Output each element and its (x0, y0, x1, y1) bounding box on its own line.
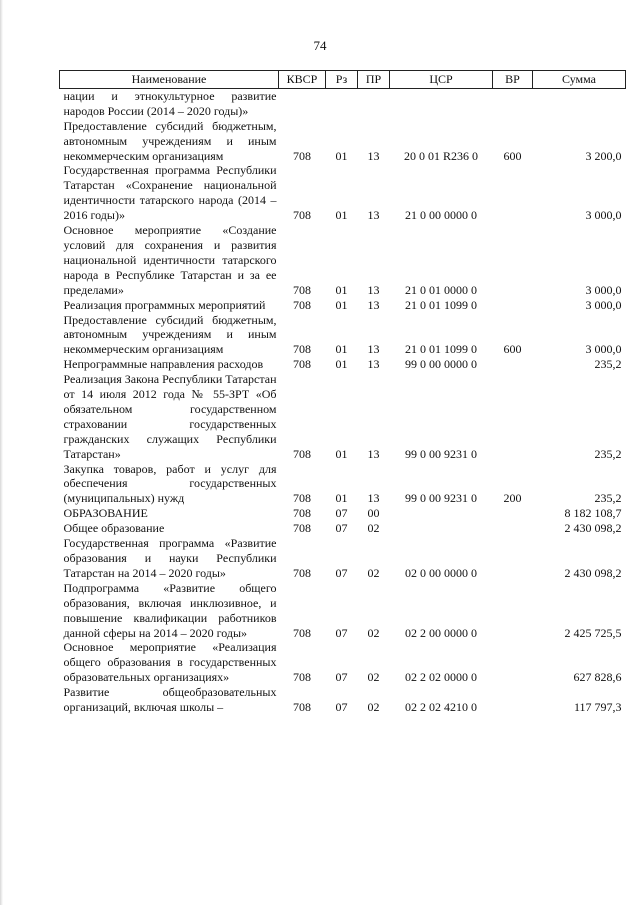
cell-vr (493, 372, 533, 461)
cell-name: ОБРАЗОВАНИЕ (63, 506, 148, 521)
cell-sum: 8 182 108,7 (564, 506, 622, 521)
cell-pr: 02 (367, 670, 380, 685)
cell-pr: 13 (367, 148, 380, 163)
cell-sum: 3 000,0 (585, 297, 622, 312)
cell-rz: 07 (335, 625, 348, 640)
cell-rz: 01 (335, 148, 348, 163)
cell-rz: 07 (335, 521, 348, 536)
cell-kvsr: 708 (293, 700, 311, 715)
cell-kvsr: 708 (293, 565, 311, 580)
cell-pr: 00 (367, 506, 380, 521)
cell-name: нации и этнокультурное развитие народов России (2014 – 2020 годы)» (63, 88, 277, 118)
cell-rz: 01 (335, 446, 348, 461)
cell-pr: 13 (367, 208, 380, 223)
cell-name: Общее образование (63, 521, 165, 536)
cell-vr (493, 163, 533, 223)
cell-sum: 3 000,0 (585, 342, 622, 357)
cell-name: Реализация Закона Республики Татарстан от 14 июля 2012 года № 55-ЗРТ «Об обязательном государственном страховании государственных гражданских служащих Республики Татарстан» (63, 372, 277, 461)
cell-name: Основное мероприятие «Реализация общего образования в государственных образовательных организациях» (63, 640, 277, 685)
cell-rz: 01 (335, 357, 348, 372)
cell-pr: 02 (367, 521, 380, 536)
cell-csr: 21 0 00 0000 0 (405, 208, 477, 223)
cell-vr (493, 640, 533, 685)
cell-vr: 200 (503, 491, 522, 506)
cell-vr (493, 581, 533, 641)
cell-csr (390, 506, 493, 521)
cell-kvsr: 708 (293, 521, 311, 536)
table-row (60, 640, 626, 685)
cell-kvsr: 708 (293, 670, 311, 685)
cell-kvsr: 708 (293, 208, 311, 223)
cell-name: Государственная программа Республики Татарстан «Сохранение национальной идентичности татарского народа (2014 – 2016 годы)» (63, 163, 277, 223)
budget-table (59, 70, 626, 715)
cell-csr: 20 0 01 R236 0 (403, 148, 478, 163)
cell-pr: 13 (367, 297, 380, 312)
cell-kvsr: 708 (293, 297, 311, 312)
cell-name: Государственная программа «Развитие образования и науки Республики Татарстан на 2014 – 2020 годы» (63, 536, 277, 580)
cell-pr: 13 (367, 357, 380, 372)
cell-rz (326, 88, 358, 118)
cell-pr: 02 (367, 565, 380, 580)
table-row (60, 506, 626, 521)
table-row (60, 88, 626, 118)
cell-rz: 07 (335, 670, 348, 685)
table-row (60, 372, 626, 461)
table-row (60, 357, 626, 372)
header-kvsr: КВСР (279, 71, 326, 89)
table-row (60, 163, 626, 223)
cell-kvsr: 708 (293, 446, 311, 461)
cell-rz: 01 (335, 282, 348, 297)
cell-csr (390, 521, 493, 536)
cell-rz: 01 (335, 297, 348, 312)
cell-vr (493, 506, 533, 521)
cell-sum: 3 000,0 (585, 282, 622, 297)
cell-csr: 21 0 01 0000 0 (405, 282, 477, 297)
cell-pr: 02 (367, 700, 380, 715)
cell-csr: 02 2 00 0000 0 (405, 625, 477, 640)
cell-pr: 13 (367, 282, 380, 297)
header-name: Наименование (60, 71, 279, 89)
cell-name: Реализация программных мероприятий (63, 297, 266, 312)
cell-rz: 07 (335, 565, 348, 580)
cell-sum: 117 797,3 (573, 700, 622, 715)
table-row (60, 536, 626, 581)
table-row (60, 223, 626, 298)
cell-sum (533, 88, 626, 118)
scan-edge (0, 0, 3, 905)
table-row (60, 313, 626, 358)
cell-name: Непрограммные направления расходов (63, 357, 264, 372)
cell-csr (390, 88, 493, 118)
cell-rz: 01 (335, 208, 348, 223)
header-csr: ЦСР (390, 71, 493, 89)
cell-kvsr: 708 (293, 357, 311, 372)
cell-csr: 02 2 02 4210 0 (405, 700, 477, 715)
cell-kvsr: 708 (293, 282, 311, 297)
cell-kvsr: 708 (293, 148, 311, 163)
cell-kvsr: 708 (293, 342, 311, 357)
table-row (60, 298, 626, 313)
cell-rz: 07 (335, 506, 348, 521)
cell-vr (493, 223, 533, 298)
cell-sum: 3 200,0 (585, 148, 622, 163)
cell-vr: 600 (503, 148, 522, 163)
cell-csr: 99 0 00 9231 0 (405, 491, 477, 506)
page-number: 74 (313, 38, 327, 53)
header-rz: Рз (326, 71, 358, 89)
cell-pr: 02 (367, 625, 380, 640)
cell-vr (493, 536, 533, 581)
cell-vr (493, 685, 533, 715)
cell-name: Подпрограмма «Развитие общего образования, включая инклюзивное, и повышение квалификации работников данной сферы на 2014 – 2020 годы» (63, 580, 277, 640)
cell-csr: 02 2 02 0000 0 (405, 670, 477, 685)
cell-sum: 2 430 098,2 (564, 521, 622, 536)
cell-sum: 235,2 (594, 357, 622, 372)
cell-kvsr (279, 88, 326, 118)
cell-rz: 01 (335, 342, 348, 357)
cell-sum: 2 425 725,5 (564, 625, 622, 640)
table-row (60, 521, 626, 536)
table-row (60, 581, 626, 641)
cell-csr: 02 0 00 0000 0 (405, 565, 477, 580)
table-row (60, 462, 626, 507)
cell-pr: 13 (367, 342, 380, 357)
cell-sum: 627 828,6 (573, 670, 622, 685)
cell-name: Предоставление субсидий бюджетным, автономным учреждениям и иным некоммерческим организациям (63, 312, 277, 357)
cell-vr (493, 88, 533, 118)
cell-name: Закупка товаров, работ и услуг для обеспечения государственных (муниципальных) нужд (63, 461, 277, 506)
cell-pr: 13 (367, 446, 380, 461)
header-vr: ВР (493, 71, 533, 89)
cell-rz: 01 (335, 491, 348, 506)
cell-vr: 600 (503, 342, 522, 357)
cell-kvsr: 708 (293, 625, 311, 640)
table-row (60, 685, 626, 715)
cell-kvsr: 708 (293, 506, 311, 521)
header-sum: Сумма (533, 71, 626, 89)
cell-name: Развитие общеобразовательных организаций, включая школы – (63, 685, 277, 715)
cell-pr: 13 (367, 491, 380, 506)
cell-vr (493, 521, 533, 536)
table-header (60, 71, 626, 89)
cell-sum: 2 430 098,2 (564, 565, 622, 580)
cell-name: Основное мероприятие «Создание условий для сохранения и развития национальной идентичности татарского народа в Республике Татарстан и за ее пределами» (63, 223, 277, 297)
cell-sum: 235,2 (594, 491, 622, 506)
cell-name: Предоставление субсидий бюджетным, автономным учреждениям и иным некоммерческим организациям (63, 118, 277, 163)
cell-kvsr: 708 (293, 491, 311, 506)
cell-csr: 21 0 01 1099 0 (405, 297, 477, 312)
cell-vr (493, 298, 533, 313)
cell-sum: 3 000,0 (585, 208, 622, 223)
cell-csr: 99 0 00 0000 0 (405, 357, 477, 372)
cell-csr: 21 0 01 1099 0 (405, 342, 477, 357)
cell-rz: 07 (335, 700, 348, 715)
table-body (60, 88, 626, 715)
cell-sum: 235,2 (594, 446, 622, 461)
cell-vr (493, 357, 533, 372)
cell-csr: 99 0 00 9231 0 (405, 446, 477, 461)
table-row (60, 119, 626, 164)
header-pr: ПР (358, 71, 390, 89)
cell-pr (358, 88, 390, 118)
